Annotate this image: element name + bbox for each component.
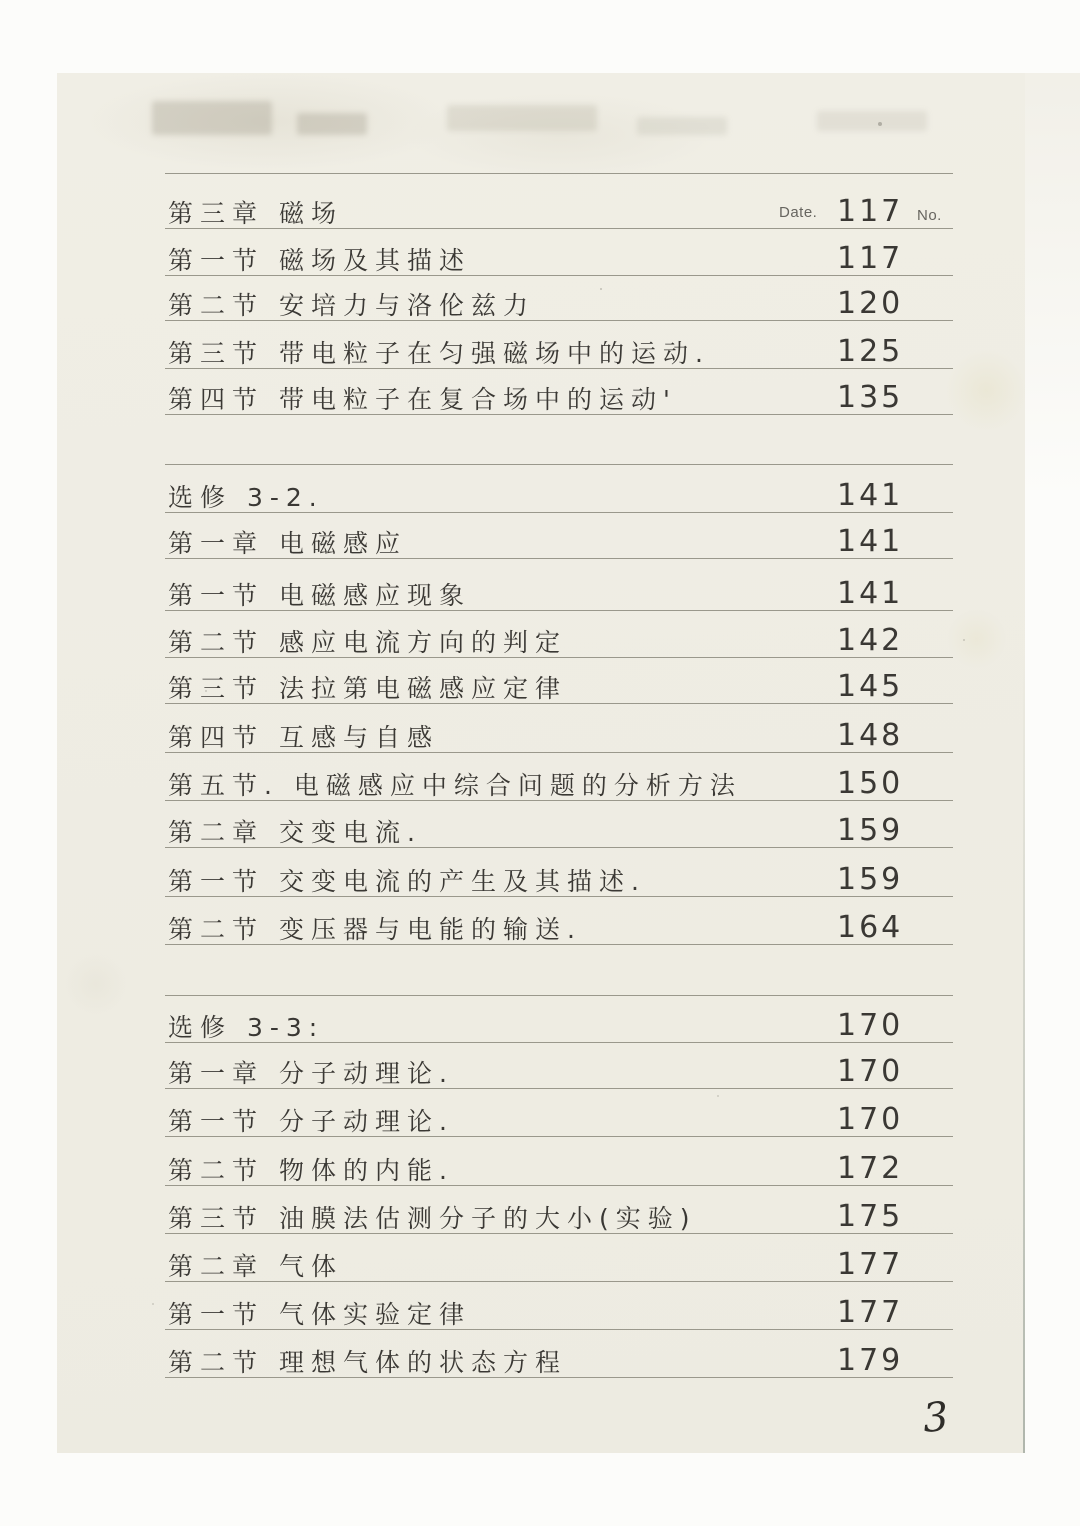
toc-entry-page: 150: [837, 766, 904, 801]
date-label: Date.: [779, 204, 818, 221]
toc-row: [165, 1140, 953, 1186]
toc-entry-page: 179: [837, 1343, 904, 1378]
toc-entry-page: 135: [837, 380, 904, 415]
toc-entry-page: 177: [837, 1295, 904, 1330]
toc-entry-title: 第一节 交变电流的产生及其描述.: [168, 867, 646, 896]
toc-entry-title: 选修 3-3:: [168, 1013, 325, 1042]
toc-entry-page: 172: [837, 1151, 904, 1186]
toc-entry-title: 第二节 变压器与电能的输送.: [168, 915, 582, 944]
toc-entry-page: 177: [837, 1247, 904, 1282]
toc-entry-title: 第二章 气体: [168, 1252, 343, 1281]
toc-row: [165, 513, 953, 559]
toc-entry-title: 第四节 互感与自感: [168, 723, 439, 752]
toc-entry-title: 第四节 带电粒子在复合场中的运动': [168, 385, 677, 414]
toc-row: [165, 419, 953, 465]
toc-row: [165, 230, 953, 276]
toc-row: [165, 275, 953, 321]
toc-entry-title: 第二节 物体的内能.: [168, 1156, 454, 1185]
toc-row: [165, 755, 953, 801]
toc-row: [165, 707, 953, 753]
toc-entry-page: 145: [837, 669, 904, 704]
toc-row: [165, 565, 953, 611]
toc-row: [165, 658, 953, 704]
toc-entry-title: 第一节 气体实验定律: [168, 1300, 471, 1329]
toc-entry-page: 141: [837, 576, 904, 611]
toc-entry-page: 141: [837, 524, 904, 559]
toc-entry-page: 159: [837, 862, 904, 897]
toc-row: [165, 612, 953, 658]
toc-row: [165, 1284, 953, 1330]
notebook-paper: [57, 73, 1025, 1453]
toc-entry-title: 第一节 磁场及其描述: [168, 246, 471, 275]
toc-row: [165, 128, 953, 174]
toc-row: [165, 1091, 953, 1137]
toc-row: [165, 802, 953, 848]
toc-row: [165, 851, 953, 897]
toc-row: [165, 997, 953, 1043]
toc-entry-title: 第三节 带电粒子在匀强磁场中的运动.: [168, 339, 710, 368]
toc-entry-page: 148: [837, 718, 904, 753]
toc-entry-title: 第二章 交变电流.: [168, 818, 422, 847]
toc-row: [165, 1188, 953, 1234]
toc-entry-title: 第三章 磁场: [168, 199, 343, 228]
toc-entry-page: 142: [837, 623, 904, 658]
toc-entry-title: 第一节 分子动理论.: [168, 1107, 454, 1136]
page-number: 3: [921, 1393, 951, 1443]
toc-entry-title: 第三节 法拉第电磁感应定律: [168, 674, 567, 703]
toc-entry-page: 117: [837, 194, 904, 229]
toc-row: [165, 1332, 953, 1378]
toc-entry-page: 170: [837, 1102, 904, 1137]
toc-entry-title: 第一节 电磁感应现象: [168, 581, 471, 610]
toc-entry-page: 170: [837, 1054, 904, 1089]
toc-row: [165, 369, 953, 415]
toc-entry-page: 175: [837, 1199, 904, 1234]
toc-entry-title: 第二节 感应电流方向的判定: [168, 628, 567, 657]
paper-scan-overflow: [1025, 73, 1080, 503]
toc-row: [165, 1236, 953, 1282]
toc-entry-title: 第二节 安培力与洛伦兹力: [168, 291, 535, 320]
toc-row: [165, 467, 953, 513]
toc-entry-page: 164: [837, 910, 904, 945]
paper-edge-shadow: [1023, 653, 1025, 1453]
toc-entry-title: 第三节 油膜法估测分子的大小(实验): [168, 1204, 697, 1233]
toc-entry-page: 120: [837, 286, 904, 321]
no-label: No.: [917, 207, 942, 224]
toc-row: [165, 1043, 953, 1089]
toc-entry-page: 125: [837, 334, 904, 369]
toc-entry-page: 117: [837, 241, 904, 276]
toc-row: [165, 323, 953, 369]
toc-entry-title: 第一章 分子动理论.: [168, 1059, 454, 1088]
toc-row: [165, 899, 953, 945]
toc-entry-page: 170: [837, 1008, 904, 1043]
toc-entry-title: 第二节 理想气体的状态方程: [168, 1348, 567, 1377]
toc-entry-page: 159: [837, 813, 904, 848]
scan-dust: [57, 73, 59, 75]
toc-entry-title: 第一章 电磁感应: [168, 529, 407, 558]
toc-entry-title: 第五节. 电磁感应中综合问题的分析方法: [168, 771, 742, 800]
toc-entry-title: 选修 3-2.: [168, 483, 324, 512]
toc-row: [165, 183, 953, 229]
toc-entry-page: 141: [837, 478, 904, 513]
toc-row: [165, 950, 953, 996]
